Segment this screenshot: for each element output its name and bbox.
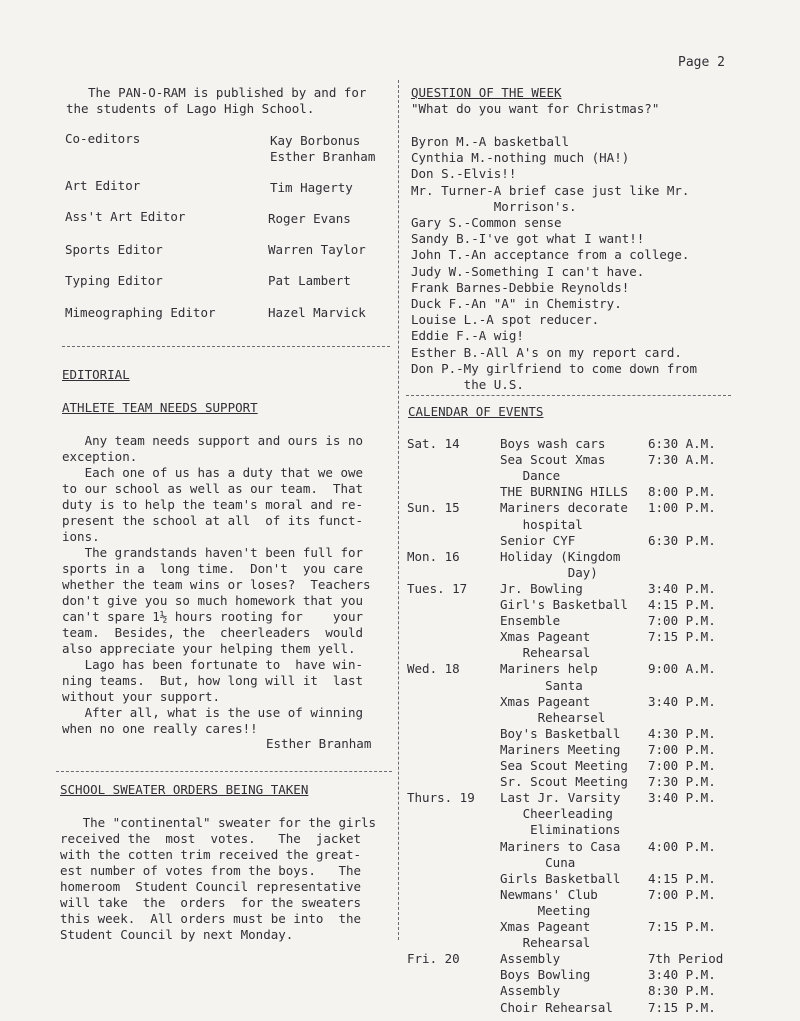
masthead-line-1: The PAN-O-RAM is published by and for: [88, 85, 367, 100]
question-prompt: "What do you want for Christmas?": [411, 101, 660, 116]
calendar-event: Boys wash cars: [500, 436, 606, 451]
calendar-event: Holiday (Kingdom: [500, 548, 621, 564]
calendar-event: Newmans' Club: [500, 886, 598, 902]
question-answer-line: Sandy B.-I've got what I want!!: [411, 231, 645, 247]
calendar-time: 7:30 A.M.: [648, 452, 716, 468]
calendar-event: Choir Rehearsal: [500, 999, 613, 1015]
question-answer-line: Gary S.-Common sense: [411, 215, 562, 230]
calendar-event: Mariners to Casa: [500, 838, 621, 854]
calendar-time: 9:00 A.M.: [648, 661, 716, 677]
calendar-event: Day): [500, 564, 598, 580]
question-answer-line: the U.S.: [411, 377, 524, 392]
sweater-line: will take the orders for the sweaters: [60, 895, 362, 910]
calendar-event: Xmas Pageant: [500, 629, 591, 645]
calendar-event: Cuna: [500, 854, 576, 870]
sweater-line: received the most votes. The jacket: [60, 831, 362, 846]
calendar-day: Sun. 15: [407, 500, 460, 516]
calendar-event: Rehearsel: [500, 709, 606, 725]
calendar-day: Thurs. 19: [407, 790, 475, 806]
calendar-event: Last Jr. Varsity: [500, 790, 621, 806]
question-answer-line: Eddie F.-A wig!: [411, 328, 524, 344]
editorial-line: ions.: [62, 529, 100, 544]
calendar-event: Sea Scout Meeting: [500, 758, 628, 773]
calendar-event: Assembly: [500, 983, 561, 999]
calendar-time: 7:15 P.M.: [648, 919, 716, 934]
calendar-time: 7:15 P.M.: [648, 999, 716, 1015]
editorial-line: to our school as well as our team. That: [62, 481, 364, 496]
editorial-line: Each one of us has a duty that we owe: [62, 465, 364, 480]
editorial-line: present the school at all of its funct-: [62, 513, 364, 528]
staff-role: Co-editors: [65, 131, 141, 146]
sweater-line: Student Council by next Monday.: [60, 927, 294, 942]
calendar-time: 7:00 P.M.: [648, 758, 716, 773]
editorial-line: After all, what is the use of winning: [62, 705, 364, 720]
calendar-event: Girl's Basketball: [500, 597, 628, 612]
calendar-time: 1:00 P.M.: [648, 500, 716, 516]
calendar-time: 7th Period: [648, 951, 724, 967]
headline-calendar: CALENDAR OF EVENTS: [408, 404, 544, 419]
calendar-time: 7:00 P.M.: [648, 886, 716, 902]
calendar-time: 4:30 P.M.: [648, 725, 716, 741]
calendar-event: Mariners help: [500, 661, 598, 677]
calendar-event: Girls Basketball: [500, 870, 621, 886]
staff-name: Kay Borbonus: [270, 133, 361, 148]
question-answer-line: Esther B.-All A's on my report card.: [411, 344, 682, 360]
calendar-time: 3:40 P.M.: [648, 693, 716, 709]
calendar-event: Boy's Basketball: [500, 725, 621, 741]
editorial-line: can't spare 1½ hours rooting for your: [62, 609, 364, 624]
question-answer-line: Judy W.-Something I can't have.: [411, 263, 645, 279]
editorial-line: duty is to help the team's moral and re-: [62, 497, 364, 512]
editorial-line: whether the team wins or loses? Teachers: [62, 577, 371, 592]
editorial-line: The grandstands haven't been full for: [62, 545, 364, 560]
calendar-time: 3:40 P.M.: [648, 967, 716, 983]
sweater-line: this week. All orders must be into the: [60, 911, 362, 926]
question-answer-line: Frank Barnes-Debbie Reynolds!: [411, 279, 630, 295]
calendar-event: Rehearsal: [500, 935, 591, 951]
question-answer-line: Mr. Turner-A brief case just like Mr.: [411, 182, 690, 198]
staff-role: Art Editor: [65, 178, 141, 193]
editorial-line: without your support.: [62, 689, 221, 704]
divider: [62, 346, 390, 347]
headline-athlete-team: ATHLETE TEAM NEEDS SUPPORT: [62, 400, 258, 415]
editorial-line: also appreciate your helping them yell.: [62, 641, 356, 656]
calendar-time: 4:00 P.M.: [648, 838, 716, 854]
calendar-time: 7:00 P.M.: [648, 741, 716, 757]
staff-role: Ass't Art Editor: [65, 209, 186, 224]
calendar-event: hospital: [500, 516, 583, 532]
calendar-event: Xmas Pageant: [500, 919, 591, 934]
calendar-event: Sr. Scout Meeting: [500, 774, 628, 790]
column-divider: [398, 80, 399, 940]
calendar-time: 6:30 P.M.: [648, 532, 716, 548]
editorial-line: exception.: [62, 449, 138, 464]
calendar-time: 6:30 A.M.: [648, 436, 716, 451]
masthead-line-2: the students of Lago High School.: [66, 101, 315, 116]
sweater-line: The "continental" sweater for the girls: [60, 815, 377, 830]
editorial-line: Lago has been fortunate to have win-: [62, 657, 364, 672]
editorial-line: ning teams. But, how long will it last: [62, 673, 364, 688]
question-answer-line: Louise L.-A spot reducer.: [411, 312, 600, 328]
calendar-event: Eliminations: [500, 822, 621, 838]
question-answer-line: Cynthia M.-nothing much (HA!): [411, 150, 630, 166]
headline-sweater-orders: SCHOOL SWEATER ORDERS BEING TAKEN: [60, 782, 309, 797]
calendar-event: THE BURNING HILLS: [500, 484, 628, 500]
calendar-day: Mon. 16: [407, 548, 460, 564]
calendar-time: 8:00 P.M.: [648, 484, 716, 500]
editorial-line: don't give you so much homework that you: [62, 593, 364, 608]
calendar-time: 3:40 P.M.: [648, 790, 716, 806]
staff-name: Tim Hagerty: [270, 180, 353, 195]
question-answer-line: Duck F.-An "A" in Chemistry.: [411, 296, 622, 311]
calendar-day: Wed. 18: [407, 661, 460, 677]
calendar-event: Ensemble: [500, 613, 561, 629]
editorial-line: Any team needs support and ours is no: [62, 433, 364, 448]
question-answer-line: Morrison's.: [411, 198, 577, 214]
editorial-line: sports in a long time. Don't you care: [62, 561, 364, 576]
divider: [406, 395, 731, 396]
editorial-line: when no one really cares!!: [62, 721, 258, 736]
sweater-line: est number of votes from the boys. The: [60, 863, 362, 878]
staff-role: Typing Editor: [65, 273, 163, 288]
editorial-byline: Esther Branham: [266, 736, 372, 751]
headline-question-of-week: QUESTION OF THE WEEK: [411, 85, 562, 100]
calendar-event: Jr. Bowling: [500, 580, 583, 596]
section-heading-editorial: EDITORIAL: [62, 367, 130, 382]
calendar-time: 7:30 P.M.: [648, 774, 716, 790]
page-number: Page 2: [678, 55, 725, 70]
editorial-line: team. Besides, the cheerleaders would: [62, 625, 364, 640]
calendar-event: Rehearsal: [500, 645, 591, 661]
calendar-time: 7:15 P.M.: [648, 629, 716, 645]
staff-role: Mimeographing Editor: [65, 305, 216, 320]
divider: [56, 771, 392, 772]
calendar-event: Santa: [500, 677, 583, 693]
calendar-event: Dance: [500, 468, 561, 484]
calendar-event: Senior CYF: [500, 532, 576, 548]
calendar-event: Meeting: [500, 902, 591, 918]
calendar-event: Sea Scout Xmas: [500, 452, 606, 468]
sweater-line: homeroom Student Council representative: [60, 879, 362, 894]
calendar-day: Tues. 17: [407, 580, 468, 596]
staff-name: Pat Lambert: [268, 273, 351, 288]
calendar-event: Mariners decorate: [500, 500, 628, 516]
sweater-line: with the cotten trim received the great-: [60, 847, 362, 862]
calendar-time: 4:15 P.M.: [648, 597, 716, 612]
calendar-event: Cheerleading: [500, 806, 613, 822]
question-answer-line: Don S.-Elvis!!: [411, 166, 517, 182]
question-answer-line: Don P.-My girlfriend to come down from: [411, 360, 697, 376]
staff-name: Warren Taylor: [268, 242, 366, 257]
staff-name: Roger Evans: [268, 211, 351, 226]
staff-role: Sports Editor: [65, 242, 163, 257]
calendar-time: 4:15 P.M.: [648, 870, 716, 886]
calendar-event: Xmas Pageant: [500, 693, 591, 709]
calendar-time: 7:00 P.M.: [648, 613, 716, 629]
calendar-time: 8:30 P.M.: [648, 983, 716, 999]
calendar-event: Assembly: [500, 951, 561, 967]
calendar-time: 3:40 P.M.: [648, 580, 716, 596]
calendar-event: Mariners Meeting: [500, 741, 621, 757]
question-answer-line: Byron M.-A basketball: [411, 134, 570, 149]
calendar-day: Sat. 14: [407, 436, 460, 451]
staff-name: Esther Branham: [270, 149, 376, 164]
question-answer-line: John T.-An acceptance from a college.: [411, 247, 690, 263]
staff-name: Hazel Marvick: [268, 305, 366, 320]
calendar-event: Boys Bowling: [500, 967, 591, 983]
calendar-day: Fri. 20: [407, 951, 460, 967]
